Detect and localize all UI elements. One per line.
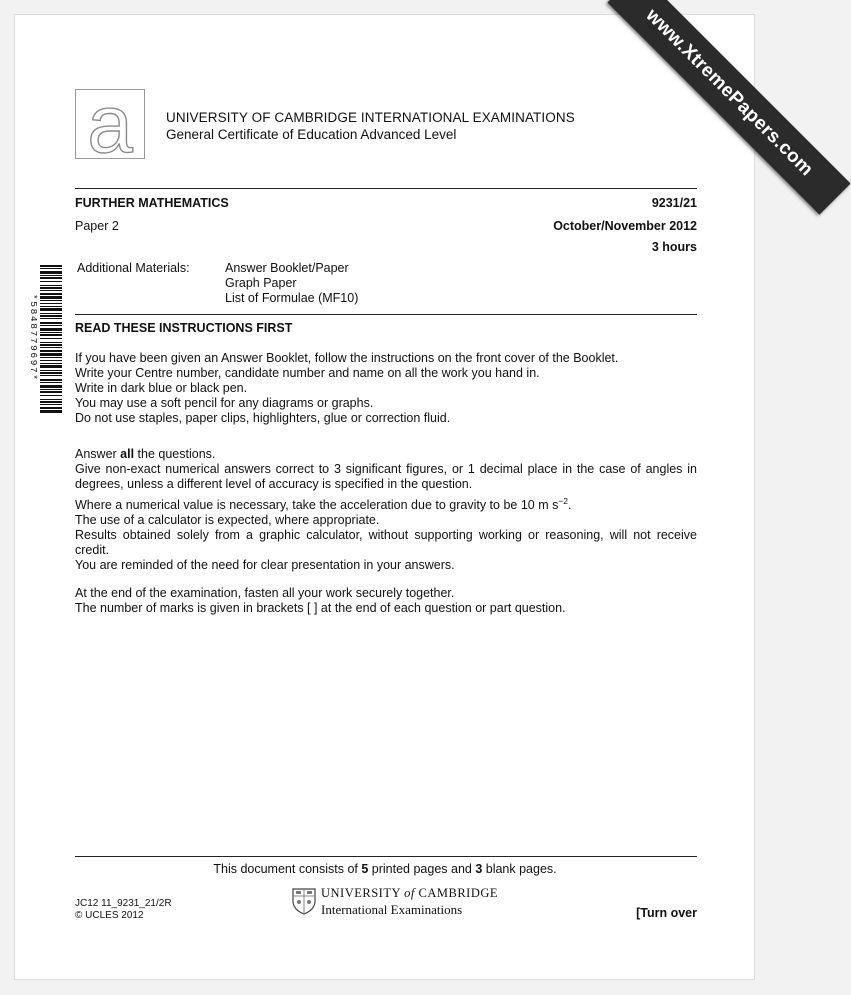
instructions-heading: READ THESE INSTRUCTIONS FIRST [75, 321, 293, 335]
instruction-line: You may use a soft pencil for any diagrams or graphs. [75, 396, 374, 410]
copyright-notice: © UCLES 2012 [75, 910, 144, 921]
watermark-banner-text[interactable]: www.XtremePapers.com [607, 0, 850, 215]
instruction-line: Write in dark blue or black pen. [75, 381, 248, 395]
turn-over-note: [Turn over [636, 906, 697, 920]
material-item: List of Formulae (MF10) [225, 291, 359, 305]
divider-top [75, 188, 697, 189]
syllabus-code: 9231/21 [651, 196, 697, 210]
page-count-note: This document consists of 5 printed pages and 3 blank pages. [213, 862, 557, 876]
instruction-line: Results obtained solely from a graphic calculator, without supporting working or reasoning, will not receive credit. [75, 528, 697, 558]
instruction-line: Write your Centre number, candidate number and name on all the work you hand in. [75, 366, 540, 380]
university-name: UNIVERSITY OF CAMBRIDGE INTERNATIONAL EXAMINATIONS [166, 110, 575, 125]
materials-list [225, 261, 358, 306]
instruction-line: The use of a calculator is expected, where appropriate. [75, 513, 380, 528]
reference-code: JC12 11_9231_21/2R [75, 898, 172, 909]
instruction-line: At the end of the examination, fasten all your work securely together. [75, 586, 455, 600]
cambridge-crest-icon [291, 887, 317, 915]
instruction-answer-all: Answer all the questions. [75, 447, 216, 461]
instruction-line: Do not use staples, paper clips, highlighters, glue or correction fluid. [75, 411, 451, 425]
exam-session: October/November 2012 [553, 219, 697, 233]
cambridge-wordmark: UNIVERSITY of CAMBRIDGE [321, 886, 499, 900]
barcode-digits: *5848779697* [28, 294, 39, 382]
divider-middle [75, 314, 697, 315]
paper-number: Paper 2 [75, 219, 119, 233]
instruction-line: You are reminded of the need for clear presentation in your answers. [75, 558, 455, 573]
material-item: Answer Booklet/Paper [225, 261, 349, 275]
emphasis-all: all [120, 447, 135, 461]
barcode-bars-icon [40, 265, 62, 411]
candidate-barcode [24, 265, 64, 411]
instruction-gravity: Where a numerical value is necessary, take the acceleration due to gravity to be 10 m $s^{-2}$. [75, 496, 572, 513]
subject-title: FURTHER MATHEMATICS [75, 196, 229, 210]
cie-logo [75, 79, 145, 170]
materials-label: Additional Materials: [77, 261, 190, 275]
instructions-block-end [75, 586, 697, 616]
qualification-name: General Certificate of Education Advanced Level [166, 127, 457, 142]
exam-cover-page [14, 4, 818, 980]
divider-footer [75, 856, 697, 857]
exam-duration: 3 hours [651, 240, 697, 254]
instruction-line: Give non-exact numerical answers correct to 3 significant figures, or 1 decimal place in the case of angles in degrees, unless a different level of accuracy is specified in the question. [75, 462, 697, 491]
instruction-line: The number of marks is given in brackets [ ] at the end of each question or part question. [75, 601, 566, 615]
instruction-line: If you have been given an Answer Booklet, follow the instructions on the front cover of the Booklet. [75, 351, 619, 365]
logo-letter: a [87, 79, 133, 170]
material-item: Graph Paper [225, 276, 297, 290]
instructions-block-answering [75, 447, 697, 573]
document-reference [75, 898, 172, 922]
cambridge-subtitle: International Examinations [321, 902, 463, 917]
instructions-block-general [75, 351, 697, 426]
